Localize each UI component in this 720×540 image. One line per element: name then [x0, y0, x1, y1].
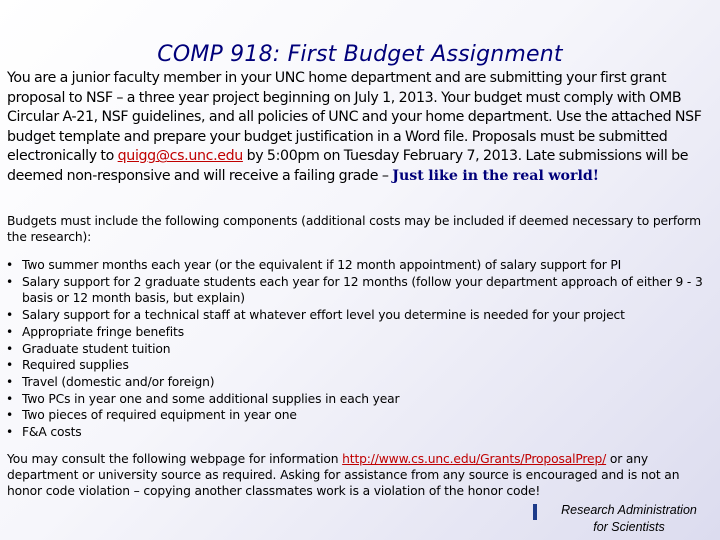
list-item-text: Salary support for a technical staff at whatever effort level you determine is needed for your project [22, 308, 625, 323]
intro-emphasis: Just like in the real world! [392, 167, 600, 184]
logo-mark-icon [533, 504, 537, 520]
list-item [6, 391, 716, 408]
bullet-icon: • [6, 425, 14, 440]
bullet-icon: • [6, 408, 14, 423]
list-item [6, 357, 716, 374]
logo-line-2: for Scientists [593, 520, 665, 534]
submission-email-link[interactable]: quigg@cs.unc.edu [117, 148, 243, 165]
list-item [6, 307, 716, 324]
list-item-text: Two PCs in year one and some additional supplies in each year [22, 391, 400, 406]
bullet-icon: • [6, 341, 14, 356]
course-logo [540, 502, 718, 536]
budget-components-intro: Budgets must include the following components (additional costs may be included if deemed necessary to perform the research): [7, 214, 701, 245]
intro-text-2: by 5:00pm on Tuesday February 7, 2013. Late submissions will be deemed non-responsive and will receive a failing grade – [7, 148, 689, 184]
list-item-text: Travel (domestic and/or foreign) [22, 374, 215, 389]
list-item [6, 274, 716, 307]
bullet-icon: • [6, 324, 14, 339]
intro-text-1: You are a junior faculty member in your UNC home department and are submitting your first grant proposal to NSF – a three year project beginning on July 1, 2013. Your budget must comply with OMB Circular A-21, NSF guidelines, and all policies of UNC and your home department. Use the attached NSF budget template and prepare your budget justification in a Word file. Proposals must be submitted electronically to [7, 70, 702, 165]
list-item [6, 257, 716, 274]
list-item [6, 424, 716, 441]
bullet-icon: • [6, 391, 14, 406]
bullet-icon: • [6, 274, 14, 289]
list-item-text: Graduate student tuition [22, 341, 171, 356]
list-item [6, 374, 716, 391]
resources-note [7, 451, 713, 500]
assignment-intro [7, 69, 717, 187]
bullet-icon: • [6, 258, 14, 272]
bullet-icon: • [6, 358, 14, 373]
bullet-icon: • [6, 308, 14, 323]
list-item-text: Salary support for 2 graduate students each year for 12 months (follow your department approach of either 9 - 3 basis or 12 month basis, but explain) [22, 274, 703, 306]
list-item [6, 407, 716, 424]
list-item-text: Required supplies [22, 358, 129, 373]
list-item-text: Two summer months each year (or the equivalent if 12 month appointment) of salary support for PI [22, 258, 622, 272]
budget-components-list [6, 257, 716, 441]
footer-text-1: You may consult the following webpage for information [7, 452, 343, 466]
list-item-text: Two pieces of required equipment in year one [22, 408, 297, 423]
page-title: COMP 918: First Budget Assignment [157, 42, 563, 67]
footer-text-2: or any department or university source as required. Asking for assistance from any source is encouraged and is not an honor code violation – copying another classmates work is a violation of the honor code! [7, 452, 680, 499]
list-item-text: Appropriate fringe benefits [22, 324, 184, 339]
bullet-icon: • [6, 374, 14, 389]
list-item [6, 341, 716, 358]
list-item [6, 324, 716, 341]
list-item-text: F&A costs [22, 425, 82, 440]
proposal-prep-link[interactable]: http://www.cs.unc.edu/Grants/ProposalPrep/ [342, 452, 607, 466]
logo-line-1: Research Administration [561, 503, 697, 517]
